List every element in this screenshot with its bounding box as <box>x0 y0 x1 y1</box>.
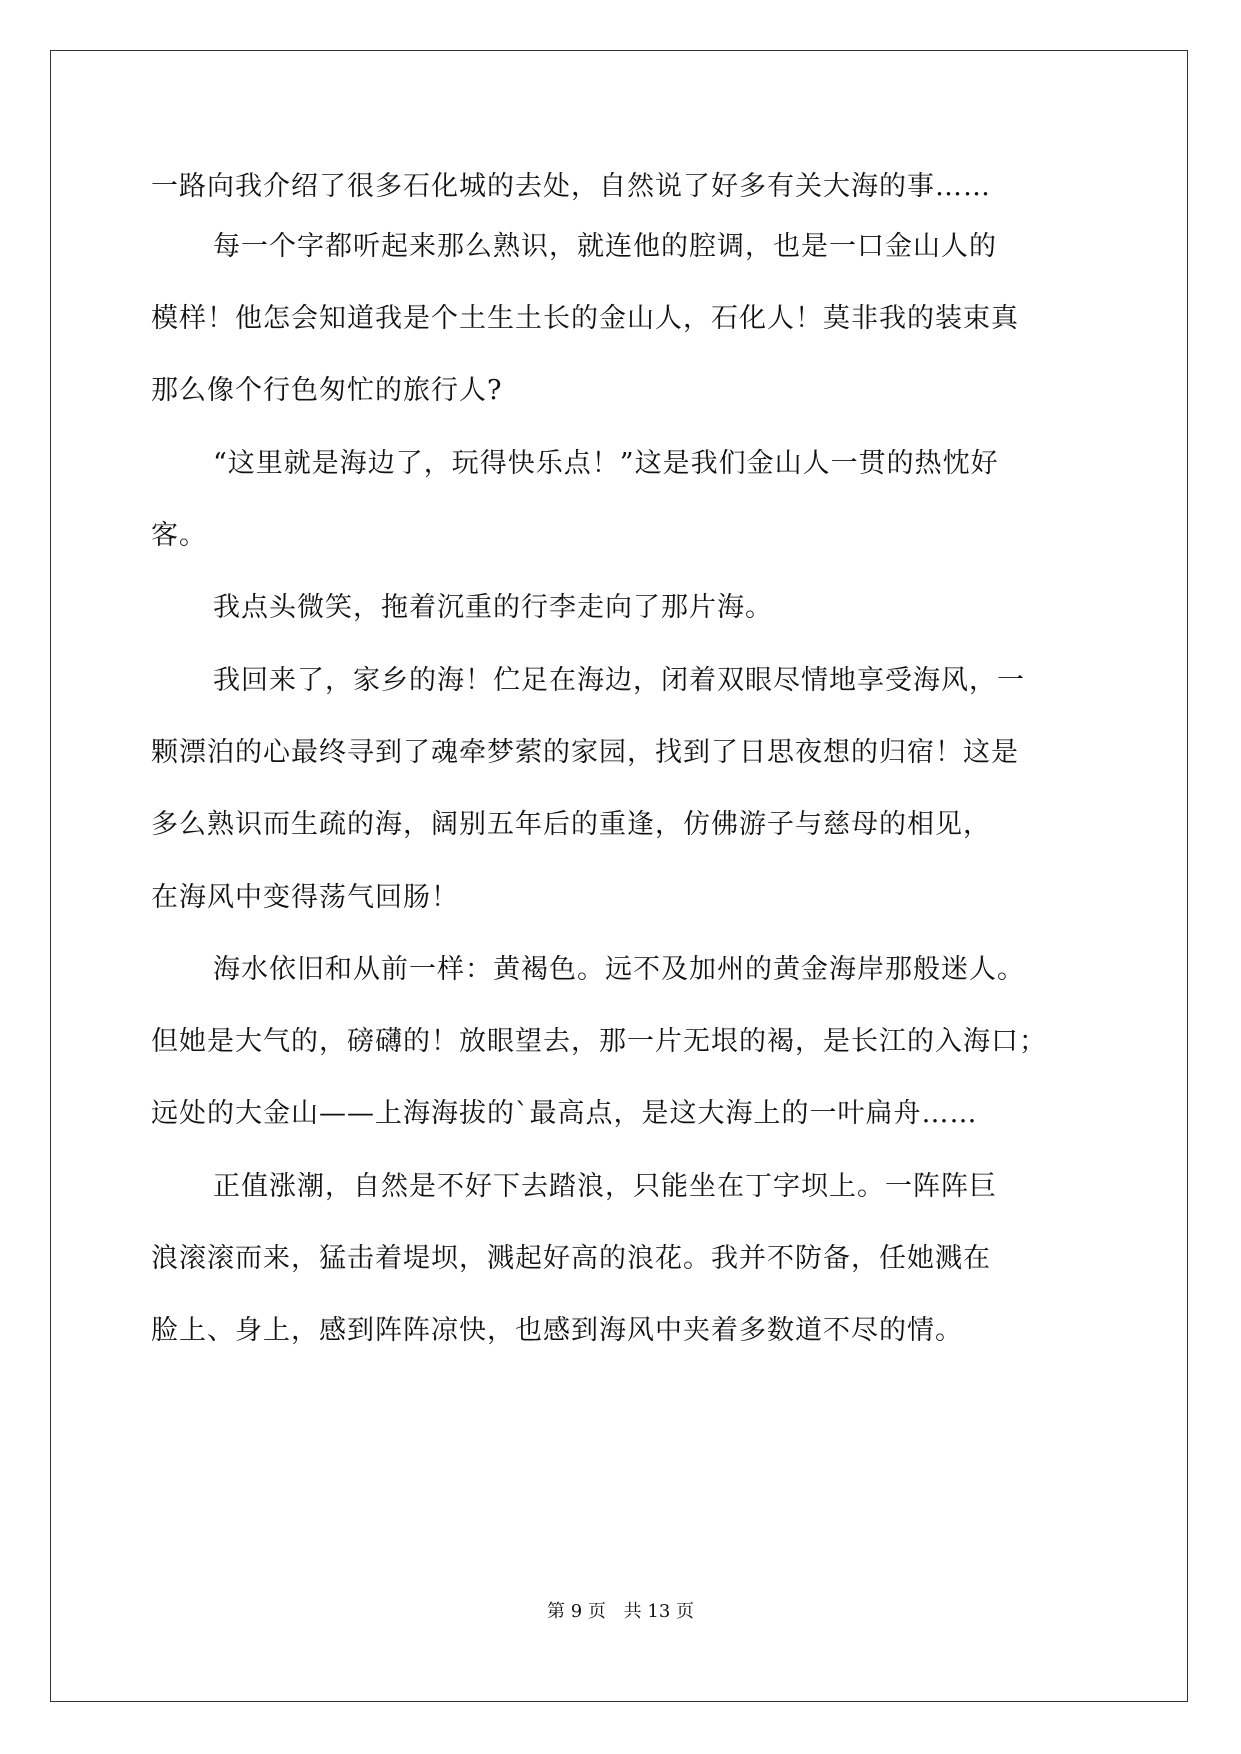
paragraph-line: 远处的大金山——上海海拔的`最高点，是这大海上的一叶扁舟…… <box>151 1098 978 1129</box>
paragraph-line: 那么像个行色匆忙的旅行人? <box>151 375 503 406</box>
paragraph-line: 每一个字都听起来那么熟识，就连他的腔调，也是一口金山人的 <box>213 231 997 262</box>
paragraph-line: 海水依旧和从前一样：黄褐色。远不及加州的黄金海岸那般迷人。 <box>213 954 1025 985</box>
page-footer <box>0 1600 1241 1624</box>
paragraph-line: 客。 <box>151 520 207 551</box>
paragraph-line: 一路向我介绍了很多石化城的去处，自然说了好多有关大海的事…… <box>151 171 991 202</box>
paragraph-line: 颗漂泊的心最终寻到了魂牵梦萦的家园，找到了日思夜想的归宿！这是 <box>151 737 1019 768</box>
paragraph-line: 我点头微笑，拖着沉重的行李走向了那片海。 <box>213 592 773 623</box>
paragraph-line: 浪滚滚而来，猛击着堤坝，溅起好高的浪花。我并不防备，任她溅在 <box>151 1243 991 1274</box>
paragraph-line: 脸上、身上，感到阵阵凉快，也感到海风中夹着多数道不尽的情。 <box>151 1315 963 1346</box>
page-number: 第 9 页 <box>547 1601 606 1622</box>
page-border <box>50 50 1188 1702</box>
paragraph-line: 正值涨潮，自然是不好下去踏浪，只能坐在丁字坝上。一阵阵巨 <box>213 1171 997 1202</box>
paragraph-line: 模样！他怎会知道我是个土生土长的金山人，石化人！莫非我的装束真 <box>151 303 1019 334</box>
page-total: 共 13 页 <box>623 1601 694 1622</box>
paragraph-line: 但她是大气的，磅礴的！放眼望去，那一片无垠的褐，是长江的入海口； <box>151 1026 1047 1057</box>
paragraph-line: 多么熟识而生疏的海，阔别五年后的重逢，仿佛游子与慈母的相见， <box>151 809 991 840</box>
paragraph-line: 在海风中变得荡气回肠！ <box>151 882 459 913</box>
paragraph-line: 我回来了，家乡的海！伫足在海边，闭着双眼尽情地享受海风，一 <box>213 665 1025 696</box>
paragraph-line: “这里就是海边了，玩得快乐点！”这是我们金山人一贯的热忱好 <box>213 448 999 479</box>
